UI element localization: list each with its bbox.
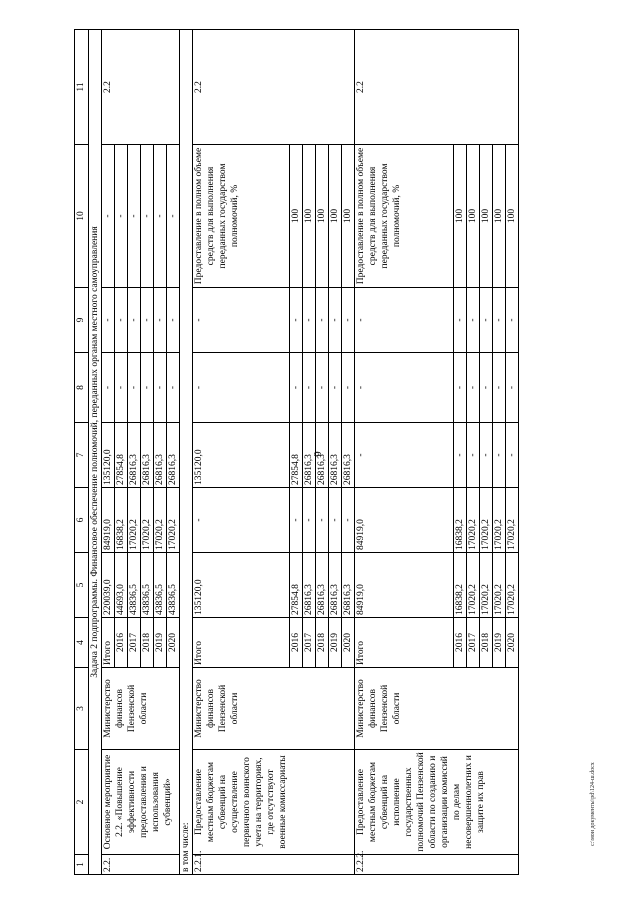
value-cell: 135120,0 bbox=[193, 553, 290, 618]
value-cell: 26816,3 bbox=[154, 423, 167, 488]
value-cell: - bbox=[329, 288, 342, 353]
value-cell: 100 bbox=[342, 145, 355, 288]
task-row bbox=[89, 30, 102, 875]
value-cell: - bbox=[193, 488, 290, 553]
value-cell: 17020,2 bbox=[506, 553, 519, 618]
year-cell: 2020 bbox=[506, 618, 519, 668]
value-cell: 17020,2 bbox=[167, 488, 180, 553]
value-cell: - bbox=[329, 353, 342, 423]
indicator-ref: 2.2 bbox=[102, 30, 180, 145]
value-cell: - bbox=[141, 145, 154, 288]
value-cell: 17020,2 bbox=[154, 488, 167, 553]
col-header: 9 bbox=[75, 288, 89, 353]
value-cell: - bbox=[454, 423, 467, 488]
value-cell: - bbox=[454, 353, 467, 423]
value-cell: - bbox=[493, 353, 506, 423]
year-cell: 2017 bbox=[303, 618, 316, 668]
table-row bbox=[355, 30, 454, 875]
value-cell: 100 bbox=[303, 145, 316, 288]
value-cell: - bbox=[154, 288, 167, 353]
row-number: 2.2.1. bbox=[193, 855, 355, 875]
col-header: 8 bbox=[75, 353, 89, 423]
value-cell: 26816,3 bbox=[303, 423, 316, 488]
value-cell: 17020,2 bbox=[493, 553, 506, 618]
value-cell: 100 bbox=[467, 145, 480, 288]
value-cell: - bbox=[303, 353, 316, 423]
value-cell: - bbox=[342, 288, 355, 353]
value-cell: 26816,3 bbox=[342, 553, 355, 618]
measure-name: Предоставление местным бюджетам субвенций на осуществление первичного воинского учета на территориях, где отсутствуют военные комиссариаты bbox=[193, 750, 355, 855]
measure-name: Предоставление местным бюджетам субвенций на исполнение государственных полномочий Пензенской области по созданию и организации комиссий по делам несовершеннолетних и защите их прав bbox=[355, 750, 519, 855]
year-cell: 2016 bbox=[290, 618, 303, 668]
value-cell: - bbox=[193, 353, 290, 423]
value-cell: - bbox=[506, 353, 519, 423]
value-cell: - bbox=[102, 353, 115, 423]
value-cell: 100 bbox=[454, 145, 467, 288]
value-cell: - bbox=[467, 288, 480, 353]
year-cell: 2020 bbox=[342, 618, 355, 668]
value-cell: - bbox=[115, 145, 128, 288]
value-cell: 100 bbox=[506, 145, 519, 288]
footer-file-path: c:\мои документы\pd\124-ш.docx bbox=[590, 762, 596, 846]
executor: Министерство финансов Пензенской области bbox=[193, 668, 355, 750]
value-cell: 26816,3 bbox=[316, 423, 329, 488]
subprogram-table bbox=[74, 29, 519, 875]
value-cell: - bbox=[128, 145, 141, 288]
value-cell: - bbox=[290, 353, 303, 423]
value-cell: - bbox=[303, 288, 316, 353]
executor: Министерство финансов Пензенской области bbox=[355, 668, 519, 750]
including-row bbox=[180, 30, 193, 875]
indicator-ref: 2.2 bbox=[193, 30, 355, 145]
year-cell: Итого bbox=[193, 618, 290, 668]
value-cell: - bbox=[506, 423, 519, 488]
table-row bbox=[102, 30, 115, 875]
value-cell: 100 bbox=[329, 145, 342, 288]
value-cell: 26816,3 bbox=[316, 553, 329, 618]
value-cell: - bbox=[506, 288, 519, 353]
col-header: 5 bbox=[75, 553, 89, 618]
value-cell: - bbox=[355, 423, 454, 488]
value-cell: - bbox=[102, 288, 115, 353]
col-header: 3 bbox=[75, 668, 89, 750]
value-cell: - bbox=[290, 288, 303, 353]
row-number: 2.2. bbox=[102, 855, 180, 875]
year-cell: 2020 bbox=[167, 618, 180, 668]
col-header: 2 bbox=[75, 750, 89, 855]
value-cell: 43836,5 bbox=[154, 553, 167, 618]
value-cell: - bbox=[493, 288, 506, 353]
value-cell: 17020,2 bbox=[480, 488, 493, 553]
value-cell: - bbox=[128, 288, 141, 353]
value-cell: - bbox=[141, 288, 154, 353]
value-cell: - bbox=[102, 145, 115, 288]
value-cell: - bbox=[467, 423, 480, 488]
value-cell: - bbox=[355, 288, 454, 353]
value-cell: 44693,0 bbox=[115, 553, 128, 618]
value-cell: 17020,2 bbox=[467, 553, 480, 618]
col-header: 11 bbox=[75, 30, 89, 145]
col-header: 6 bbox=[75, 488, 89, 553]
indicator-text: Предоставление в полном объеме средств для выполнения переданных государством полномочий, % bbox=[355, 145, 454, 288]
row-number: 2.2.2. bbox=[355, 855, 519, 875]
value-cell: 100 bbox=[290, 145, 303, 288]
value-cell: 17020,2 bbox=[128, 488, 141, 553]
value-cell: - bbox=[342, 353, 355, 423]
value-cell: 16838,2 bbox=[454, 553, 467, 618]
value-cell: 17020,2 bbox=[480, 553, 493, 618]
value-cell: - bbox=[316, 488, 329, 553]
value-cell: - bbox=[329, 488, 342, 553]
value-cell: - bbox=[167, 353, 180, 423]
value-cell: - bbox=[128, 353, 141, 423]
executor: Министерство финансов Пензенской области bbox=[102, 668, 180, 750]
year-cell: Итого bbox=[355, 618, 454, 668]
value-cell: - bbox=[454, 288, 467, 353]
task-title: Задача 2 подпрограммы. Финансовое обеспечение полномочий, переданных органам местного самоуправления bbox=[89, 30, 102, 875]
value-cell: - bbox=[355, 353, 454, 423]
header-row bbox=[75, 30, 89, 875]
value-cell: 26816,3 bbox=[128, 423, 141, 488]
value-cell: 26816,3 bbox=[141, 423, 154, 488]
page-number: 6 bbox=[310, 451, 323, 457]
value-cell: - bbox=[193, 288, 290, 353]
col-header: 10 bbox=[75, 145, 89, 288]
value-cell: - bbox=[167, 288, 180, 353]
value-cell: 84919,0 bbox=[355, 553, 454, 618]
value-cell: 26816,3 bbox=[303, 553, 316, 618]
value-cell: 26816,3 bbox=[329, 553, 342, 618]
year-cell: 2019 bbox=[329, 618, 342, 668]
year-cell: 2017 bbox=[467, 618, 480, 668]
year-cell: Итого bbox=[102, 618, 115, 668]
year-cell: 2016 bbox=[454, 618, 467, 668]
col-header: 4 bbox=[75, 618, 89, 668]
value-cell: 43836,5 bbox=[141, 553, 154, 618]
value-cell: 27854,8 bbox=[290, 553, 303, 618]
value-cell: 17020,2 bbox=[506, 488, 519, 553]
value-cell: - bbox=[303, 488, 316, 553]
value-cell: 27854,8 bbox=[290, 423, 303, 488]
year-cell: 2018 bbox=[480, 618, 493, 668]
value-cell: 84919,0 bbox=[355, 488, 454, 553]
value-cell: - bbox=[480, 288, 493, 353]
value-cell: 135120,0 bbox=[193, 423, 290, 488]
value-cell: 84919,0 bbox=[102, 488, 115, 553]
value-cell: - bbox=[141, 353, 154, 423]
value-cell: - bbox=[480, 353, 493, 423]
value-cell: 100 bbox=[493, 145, 506, 288]
year-cell: 2019 bbox=[154, 618, 167, 668]
value-cell: 17020,2 bbox=[467, 488, 480, 553]
value-cell: 26816,3 bbox=[329, 423, 342, 488]
year-cell: 2019 bbox=[493, 618, 506, 668]
value-cell: - bbox=[167, 145, 180, 288]
value-cell: - bbox=[290, 488, 303, 553]
value-cell: 26816,3 bbox=[167, 423, 180, 488]
value-cell: 17020,2 bbox=[493, 488, 506, 553]
value-cell: 43836,5 bbox=[167, 553, 180, 618]
value-cell: - bbox=[154, 145, 167, 288]
indicator-ref: 2.2 bbox=[355, 30, 519, 145]
value-cell: 26816,3 bbox=[342, 423, 355, 488]
value-cell: 100 bbox=[480, 145, 493, 288]
value-cell: 16838,2 bbox=[454, 488, 467, 553]
value-cell: - bbox=[467, 353, 480, 423]
value-cell: - bbox=[480, 423, 493, 488]
value-cell: 220039,0 bbox=[102, 553, 115, 618]
year-cell: 2018 bbox=[141, 618, 154, 668]
value-cell: - bbox=[115, 288, 128, 353]
value-cell: - bbox=[493, 423, 506, 488]
value-cell: 16838,2 bbox=[115, 488, 128, 553]
value-cell: - bbox=[316, 353, 329, 423]
year-cell: 2018 bbox=[316, 618, 329, 668]
subprogram-table-rotated bbox=[74, 30, 604, 875]
col-header: 7 bbox=[75, 423, 89, 488]
measure-name: Основное мероприятие 2.2. «Повышение эффективности предоставления и использования субвенций» bbox=[102, 750, 180, 855]
value-cell: 27854,8 bbox=[115, 423, 128, 488]
value-cell: 17020,2 bbox=[141, 488, 154, 553]
value-cell: 135120,0 bbox=[102, 423, 115, 488]
value-cell: - bbox=[154, 353, 167, 423]
col-header: 1 bbox=[75, 855, 89, 875]
value-cell: - bbox=[115, 353, 128, 423]
year-cell: 2016 bbox=[115, 618, 128, 668]
indicator-text: Предоставление в полном объеме средств для выполнения переданных государством полномочий, % bbox=[193, 145, 290, 288]
value-cell: 43836,5 bbox=[128, 553, 141, 618]
including-label: в том числе: bbox=[180, 30, 193, 875]
table-row bbox=[193, 30, 290, 875]
value-cell: - bbox=[342, 488, 355, 553]
year-cell: 2017 bbox=[128, 618, 141, 668]
value-cell: 100 bbox=[316, 145, 329, 288]
value-cell: - bbox=[316, 288, 329, 353]
